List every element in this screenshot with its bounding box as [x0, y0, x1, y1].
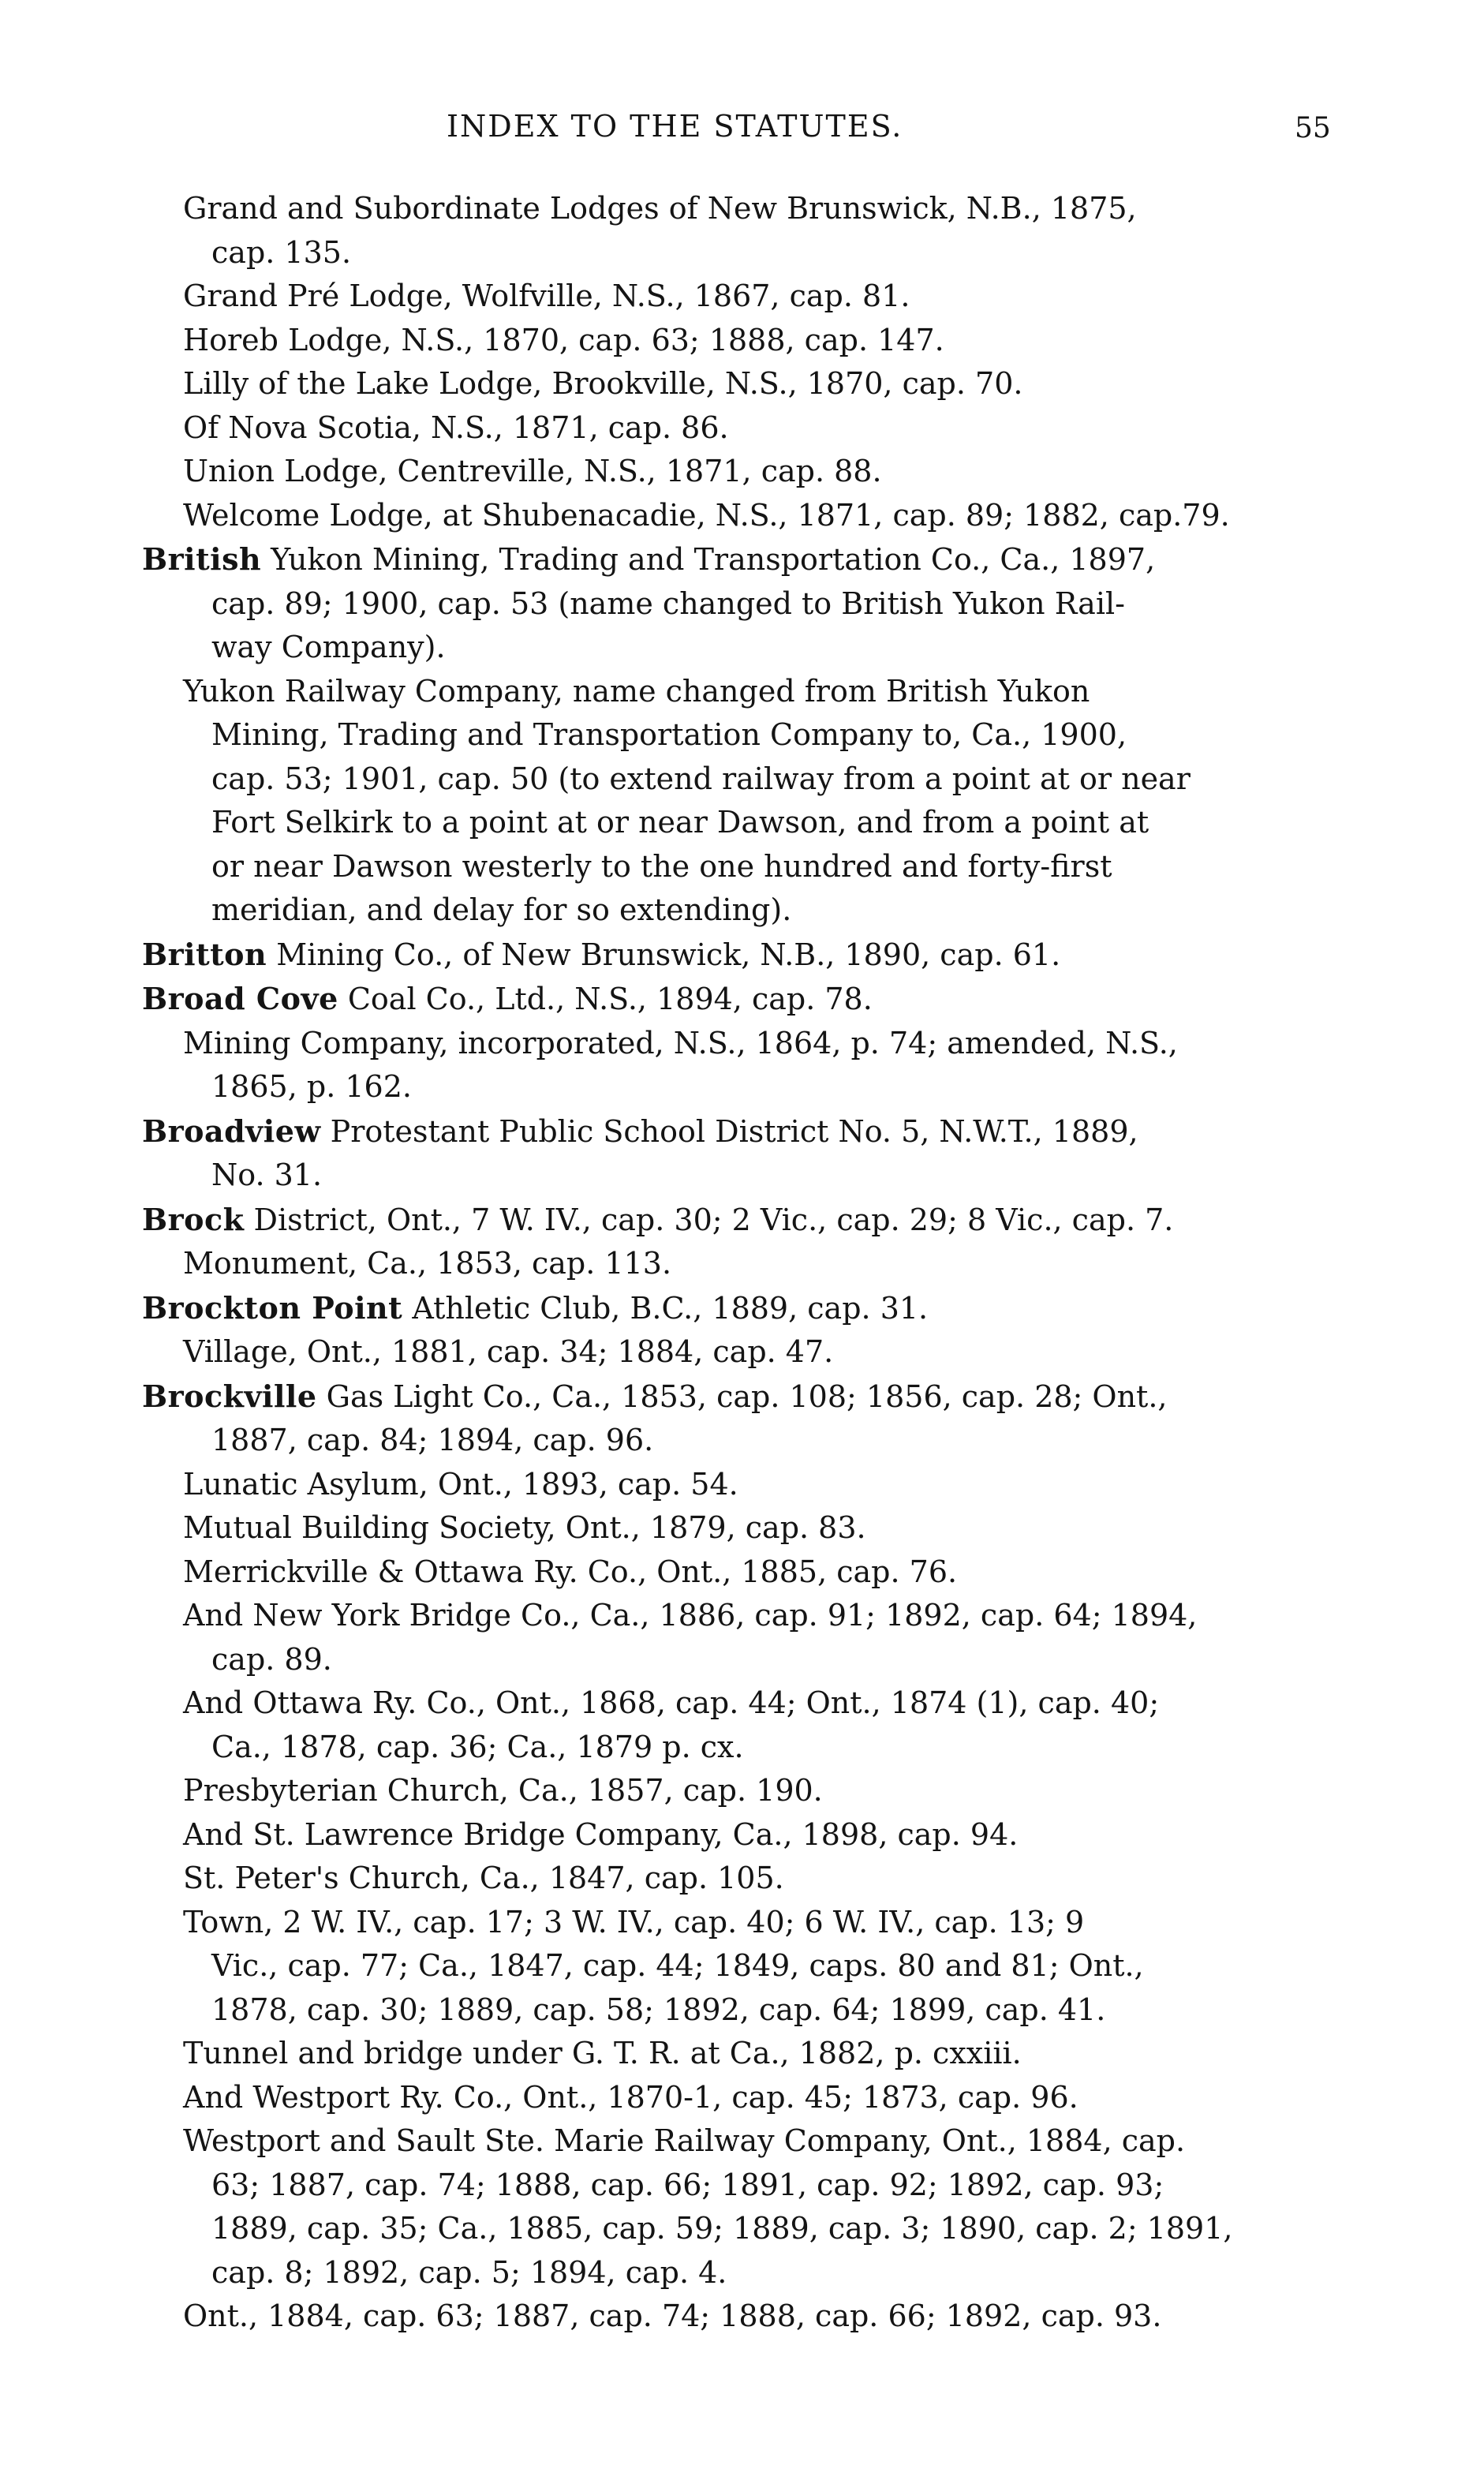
entry-line [142, 1109, 1345, 1154]
entry-line [142, 450, 1345, 494]
index-subentry [142, 1769, 1345, 1813]
entry-line [142, 537, 1345, 582]
entry-text: Ont., 1884, cap. 63; 1887, cap. 74; 1888, cap. 66; 1892, cap. 93. [183, 2299, 1162, 2333]
entry-line [142, 1901, 1345, 1945]
entry-line [142, 1198, 1345, 1243]
index-entries [142, 187, 1345, 2339]
entry-line [142, 1726, 1345, 1770]
index-subentry [142, 275, 1345, 319]
entry-line [142, 1154, 1345, 1198]
running-head-title: INDEX TO THE STATUTES. [447, 109, 903, 144]
entry-keyword: Broad Cove [142, 981, 338, 1016]
entry-line [142, 231, 1345, 275]
entry-text: Welcome Lodge, at Shubenacadie, N.S., 1871, cap. 89; 1882, cap.79. [183, 497, 1230, 533]
entry-line [142, 1375, 1345, 1420]
entry-text: Town, 2 W. IV., cap. 17; 3 W. IV., cap. 40; 6 W. IV., cap. 13; 9 [183, 1904, 1085, 1939]
index-subentry [142, 1242, 1345, 1286]
entry-text: No. 31. [211, 1158, 323, 1192]
entry-line [142, 1988, 1345, 2033]
index-subentry [142, 2076, 1345, 2120]
entry-text: meridian, and delay for so extending). [211, 892, 792, 927]
entry-line [142, 187, 1345, 231]
index-subentry [142, 670, 1345, 933]
entry-line [142, 1506, 1345, 1550]
entry-line [142, 1769, 1345, 1813]
index-subentry [142, 1022, 1345, 1109]
entry-line [142, 977, 1345, 1022]
entry-line [142, 1463, 1345, 1507]
entry-text: Horeb Lodge, N.S., 1870, cap. 63; 1888, cap. 147. [183, 322, 944, 357]
entry-line [142, 1944, 1345, 1988]
entry-text: 1889, cap. 35; Ca., 1885, cap. 59; 1889, cap. 3; 1890, cap. 2; 1891, [211, 2211, 1233, 2246]
entry-text: cap. 8; 1892, cap. 5; 1894, cap. 4. [211, 2254, 727, 2290]
entry-text: way Company). [211, 630, 446, 664]
entry-line [142, 1242, 1345, 1286]
entry-line [142, 1594, 1345, 1638]
entry-text: And Westport Ry. Co., Ont., 1870-1, cap. 45; 1873, cap. 96. [183, 2079, 1078, 2115]
entry-line [142, 2295, 1345, 2339]
entry-text: Of Nova Scotia, N.S., 1871, cap. 86. [183, 410, 729, 445]
index-subentry [142, 187, 1345, 275]
index-heading-entry [142, 1286, 1345, 1331]
entry-line [142, 319, 1345, 363]
entry-text: Grand and Subordinate Lodges of New Brunswick, N.B., 1875, [183, 191, 1137, 226]
index-subentry [142, 1463, 1345, 1507]
entry-text: Mining Co., of New Brunswick, N.B., 1890, cap. 61. [267, 937, 1061, 972]
entry-text: Lilly of the Lake Lodge, Brookville, N.S., 1870, cap. 70. [183, 366, 1023, 401]
entry-text: or near Dawson westerly to the one hundred and forty-first [211, 848, 1112, 884]
entry-line [142, 582, 1345, 627]
index-subentry [142, 362, 1345, 406]
entry-text: Village, Ont., 1881, cap. 34; 1884, cap. 47. [183, 1334, 834, 1369]
entry-text: cap. 89; 1900, cap. 53 (name changed to British Yukon Rail- [211, 585, 1125, 621]
entry-text: Presbyterian Church, Ca., 1857, cap. 190. [183, 1773, 823, 1808]
entry-line [142, 275, 1345, 319]
entry-line [142, 2119, 1345, 2164]
entry-text: St. Peter's Church, Ca., 1847, cap. 105. [183, 1861, 784, 1895]
entry-line [142, 2076, 1345, 2120]
index-subentry [142, 1594, 1345, 1681]
entry-text: cap. 89. [211, 1641, 332, 1677]
index-subentry [142, 450, 1345, 494]
entry-line [142, 406, 1345, 451]
entry-line [142, 1813, 1345, 1857]
entry-line [142, 1550, 1345, 1595]
entry-line [142, 888, 1345, 933]
entry-line [142, 933, 1345, 978]
entry-text: Lunatic Asylum, Ont., 1893, cap. 54. [183, 1466, 738, 1502]
entry-keyword: British [142, 541, 262, 577]
entry-text: Athletic Club, B.C., 1889, cap. 31. [402, 1290, 929, 1326]
entry-keyword: Brockton Point [142, 1289, 403, 1326]
entry-text: Tunnel and bridge under G. T. R. at Ca., 1882, p. cxxiii. [183, 2036, 1022, 2070]
entry-text: cap. 53; 1901, cap. 50 (to extend railway from a point at or near [211, 761, 1191, 796]
entry-line [142, 1022, 1345, 1066]
entry-text: Union Lodge, Centreville, N.S., 1871, cap. 88. [183, 454, 882, 488]
entry-line [142, 2164, 1345, 2208]
entry-line [142, 713, 1345, 757]
entry-keyword: Broadview [142, 1113, 321, 1149]
entry-line [142, 2207, 1345, 2251]
entry-text: Yukon Mining, Trading and Transportation Co., Ca., 1897, [261, 542, 1156, 577]
index-subentry [142, 1550, 1345, 1595]
entry-line [142, 362, 1345, 406]
entry-text: And St. Lawrence Bridge Company, Ca., 1898, cap. 94. [183, 1816, 1019, 1852]
entry-keyword: Brockville [142, 1378, 317, 1414]
entry-text: Monument, Ca., 1853, cap. 113. [183, 1246, 672, 1281]
entry-text: Grand Pré Lodge, Wolfville, N.S., 1867, cap. 81. [183, 279, 910, 313]
entry-text: Vic., cap. 77; Ca., 1847, cap. 44; 1849, caps. 80 and 81; Ont., [211, 1948, 1144, 1983]
index-subentry [142, 406, 1345, 451]
entry-text: cap. 135. [211, 234, 352, 270]
index-subentry [142, 1857, 1345, 1901]
entry-line [142, 1330, 1345, 1375]
entry-line [142, 1065, 1345, 1109]
index-subentry [142, 319, 1345, 363]
index-subentry [142, 2295, 1345, 2339]
index-subentry [142, 1901, 1345, 2033]
entry-text: District, Ont., 7 W. IV., cap. 30; 2 Vic., cap. 29; 8 Vic., cap. 7. [244, 1202, 1174, 1237]
entry-line [142, 1286, 1345, 1331]
entry-text: And Ottawa Ry. Co., Ont., 1868, cap. 44; Ont., 1874 (1), cap. 40; [183, 1685, 1160, 1720]
entry-text: Mutual Building Society, Ont., 1879, cap. 83. [183, 1510, 866, 1545]
entry-line [142, 1638, 1345, 1682]
index-subentry [142, 1506, 1345, 1550]
index-heading-entry [142, 1198, 1345, 1243]
entry-text: Westport and Sault Ste. Marie Railway Company, Ont., 1884, cap. [183, 2123, 1186, 2158]
entry-line [142, 1681, 1345, 1726]
entry-text: 1887, cap. 84; 1894, cap. 96. [211, 1423, 654, 1457]
entry-line [142, 494, 1345, 538]
entry-text: Merrickville & Ottawa Ry. Co., Ont., 1885, cap. 76. [183, 1554, 958, 1589]
entry-text: And New York Bridge Co., Ca., 1886, cap. 91; 1892, cap. 64; 1894, [183, 1598, 1198, 1633]
entry-line [142, 670, 1345, 714]
entry-text: Mining, Trading and Transportation Company to, Ca., 1900, [211, 717, 1127, 752]
entry-line [142, 1419, 1345, 1463]
index-heading-entry [142, 537, 1345, 670]
entry-text: 63; 1887, cap. 74; 1888, cap. 66; 1891, cap. 92; 1892, cap. 93; [211, 2167, 1164, 2202]
index-subentry [142, 494, 1345, 538]
entry-line [142, 801, 1345, 845]
index-subentry [142, 2119, 1345, 2295]
index-heading-entry [142, 933, 1345, 978]
index-heading-entry [142, 1375, 1345, 1463]
index-subentry [142, 2032, 1345, 2076]
entry-text: Gas Light Co., Ca., 1853, cap. 108; 1856, cap. 28; Ont., [316, 1378, 1168, 1414]
index-subentry [142, 1681, 1345, 1769]
entry-line [142, 2251, 1345, 2295]
index-subentry [142, 1330, 1345, 1375]
entry-keyword: Britton [142, 936, 267, 972]
entry-text: Protestant Public School District No. 5, N.W.T., 1889, [320, 1113, 1138, 1149]
entry-text: Ca., 1878, cap. 36; Ca., 1879 p. cx. [211, 1729, 744, 1764]
entry-line [142, 626, 1345, 670]
index-heading-entry [142, 977, 1345, 1022]
entry-text: Yukon Railway Company, name changed from British Yukon [183, 673, 1090, 709]
entry-text: Mining Company, incorporated, N.S., 1864, p. 74; amended, N.S., [183, 1025, 1178, 1060]
entry-line [142, 757, 1345, 802]
entry-text: 1878, cap. 30; 1889, cap. 58; 1892, cap. 64; 1899, cap. 41. [211, 1992, 1106, 2027]
entry-line [142, 1857, 1345, 1901]
entry-text: 1865, p. 162. [211, 1069, 412, 1104]
index-subentry [142, 1813, 1345, 1857]
index-heading-entry [142, 1109, 1345, 1198]
entry-text: Coal Co., Ltd., N.S., 1894, cap. 78. [338, 982, 873, 1016]
entry-text: Fort Selkirk to a point at or near Dawson, and from a point at [211, 805, 1149, 840]
entry-line [142, 2032, 1345, 2076]
entry-keyword: Brock [142, 1201, 245, 1237]
page-number: 55 [1295, 112, 1331, 144]
entry-line [142, 845, 1345, 889]
